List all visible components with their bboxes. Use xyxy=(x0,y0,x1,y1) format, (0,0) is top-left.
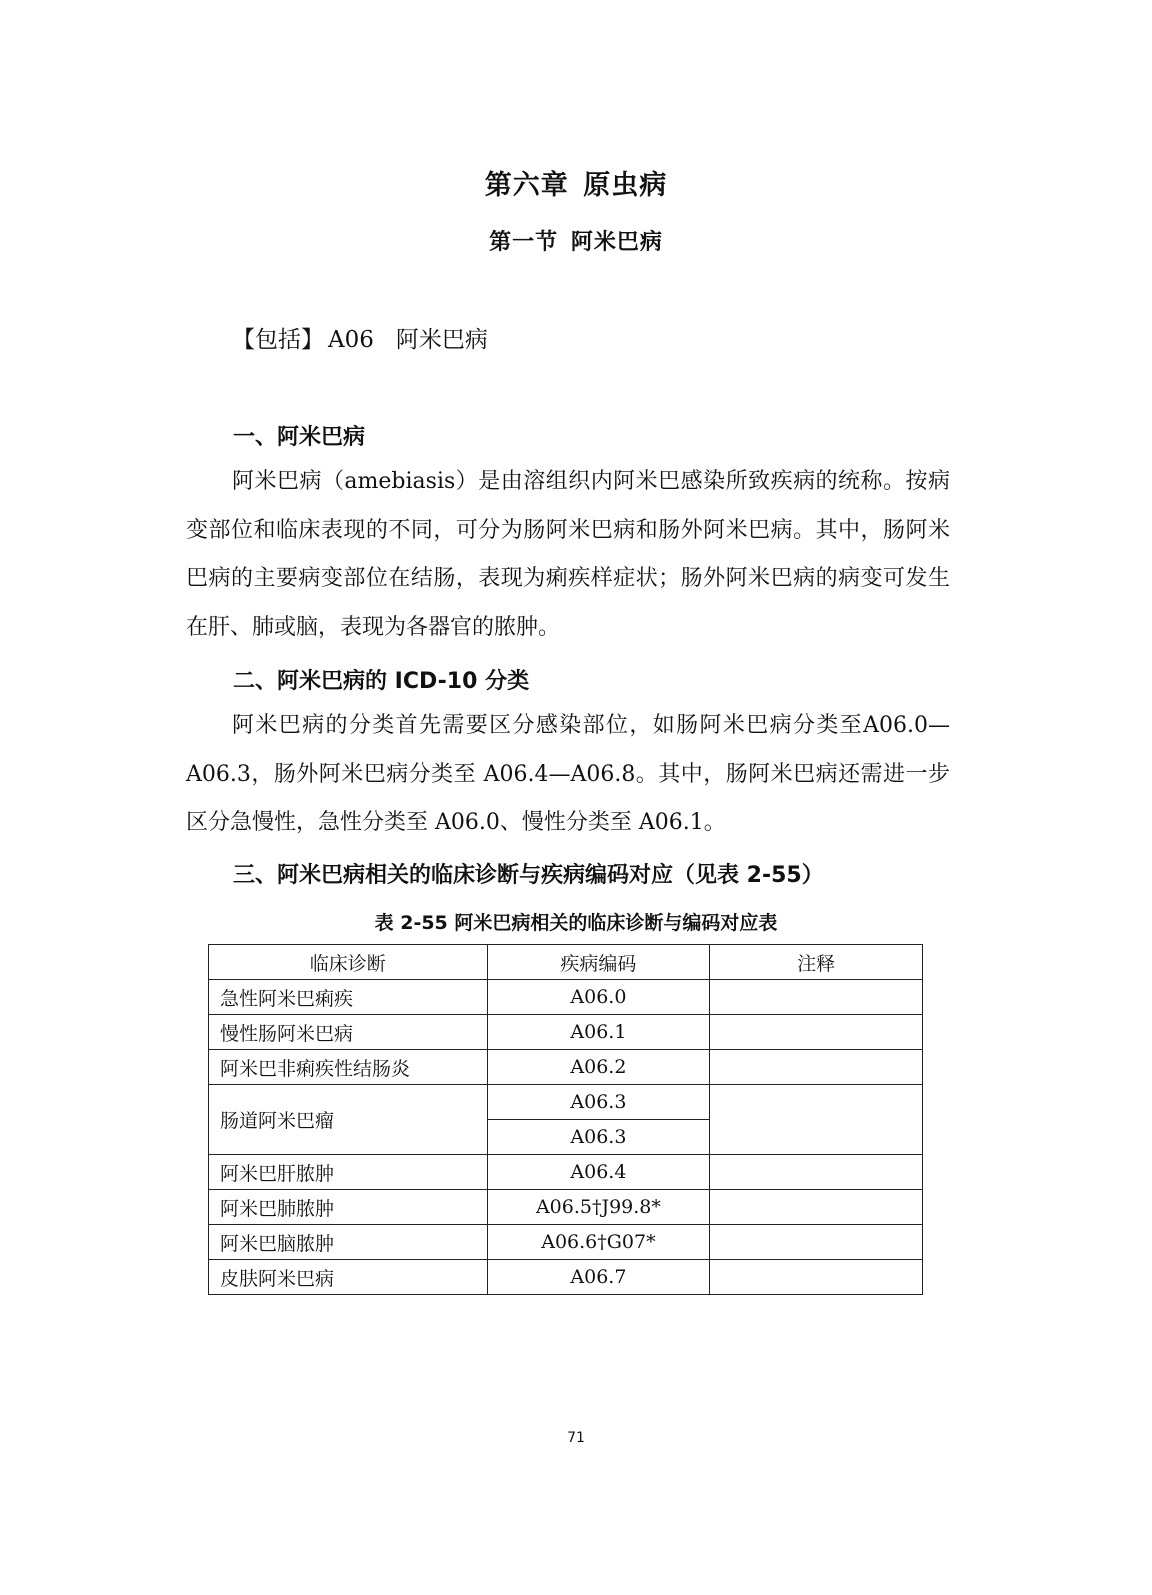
section-heading-3: 三、阿米巴病相关的临床诊断与疾病编码对应（见表 2-55） xyxy=(233,863,824,888)
note-cell xyxy=(710,1155,923,1190)
diagnosis-cell: 慢性肠阿米巴病 xyxy=(209,1015,488,1050)
table-row xyxy=(209,1260,923,1295)
note-cell xyxy=(710,1260,923,1295)
code-cell: A06.4 xyxy=(487,1155,710,1190)
code-cell: A06.0 xyxy=(487,980,710,1015)
code-cell: A06.3 xyxy=(487,1120,710,1155)
chapter-title: 第六章 原虫病 xyxy=(484,170,668,201)
note-cell xyxy=(710,1050,923,1085)
code-cell: A06.5†J99.8* xyxy=(487,1190,710,1225)
includes-code: A06 xyxy=(328,327,374,353)
header-diagnosis: 临床诊断 xyxy=(209,945,488,980)
includes-name: 阿米巴病 xyxy=(395,327,488,353)
table-row xyxy=(209,1225,923,1260)
diagnosis-cell: 急性阿米巴痢疾 xyxy=(209,980,488,1015)
diagnosis-cell: 肠道阿米巴瘤 xyxy=(209,1085,488,1155)
table-row xyxy=(209,1190,923,1225)
code-cell: A06.1 xyxy=(487,1015,710,1050)
code-cell: A06.3 xyxy=(487,1085,710,1120)
code-cell: A06.2 xyxy=(487,1050,710,1085)
page-number: 71 xyxy=(567,1430,585,1446)
table-row xyxy=(209,1015,923,1050)
section-paragraph-2: 阿米巴病的分类首先需要区分感染部位，如肠阿米巴病分类至A06.0—A06.3，肠外阿米巴病分类至 A06.4—A06.8。其中，肠阿米巴病还需进一步区分急慢性，急性分类至 A06.0、慢性分类至 A06.1。 xyxy=(186,713,950,835)
note-cell xyxy=(710,980,923,1015)
header-code: 疾病编码 xyxy=(487,945,710,980)
section-heading-2: 二、阿米巴病的 ICD-10 分类 xyxy=(233,669,530,694)
section-title: 第一节 阿米巴病 xyxy=(489,230,663,255)
note-cell xyxy=(710,1225,923,1260)
diagnosis-cell: 阿米巴肝脓肿 xyxy=(209,1155,488,1190)
includes-line xyxy=(232,321,488,354)
table-row xyxy=(209,980,923,1015)
includes-label: 【包括】 xyxy=(232,327,324,353)
diagnosis-cell: 皮肤阿米巴病 xyxy=(209,1260,488,1295)
diagnosis-cell: 阿米巴非痢疾性结肠炎 xyxy=(209,1050,488,1085)
section-paragraph-1: 阿米巴病（amebiasis）是由溶组织内阿米巴感染所致疾病的统称。按病变部位和临床表现的不同，可分为肠阿米巴病和肠外阿米巴病。其中，肠阿米巴病的主要病变部位在结肠，表现为痢疾样症状；肠外阿米巴病的病变可发生在肝、肺或脑，表现为各器官的脓肿。 xyxy=(186,469,950,640)
note-cell xyxy=(710,1085,923,1155)
note-cell xyxy=(710,1015,923,1050)
table-row xyxy=(209,1155,923,1190)
header-note: 注释 xyxy=(710,945,923,980)
diagnosis-cell: 阿米巴脑脓肿 xyxy=(209,1225,488,1260)
code-cell: A06.6†G07* xyxy=(487,1225,710,1260)
section-heading-1: 一、阿米巴病 xyxy=(233,425,366,450)
table-row xyxy=(209,1085,923,1120)
table-row xyxy=(209,1050,923,1085)
code-cell: A06.7 xyxy=(487,1260,710,1295)
diagnosis-cell: 阿米巴肺脓肿 xyxy=(209,1190,488,1225)
note-cell xyxy=(710,1190,923,1225)
diagnosis-code-table xyxy=(208,944,923,1295)
table-caption: 表 2-55 阿米巴病相关的临床诊断与编码对应表 xyxy=(374,912,778,934)
table-header-row xyxy=(209,945,923,980)
